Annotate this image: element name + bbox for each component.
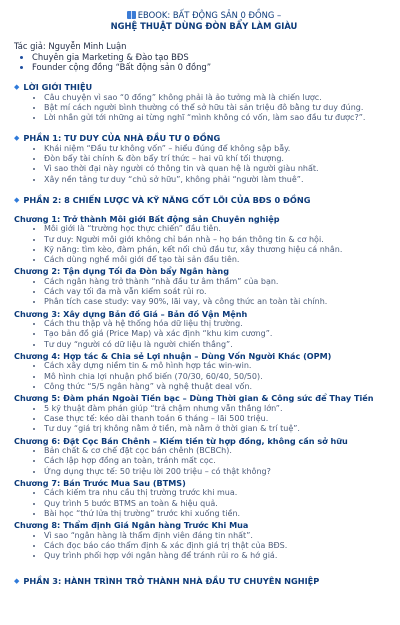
list-item: • Cách ngân hàng trở thành “nhà đầu tư âm thầm” của bạn. bbox=[44, 277, 394, 287]
diamond-icon: ◆ bbox=[14, 195, 20, 204]
list-item: • Lời nhắn gửi tới những ai từng nghĩ “mình không có vốn, làm sao đầu tư được?”. bbox=[44, 113, 394, 123]
list-item: • Mô hình chia lợi nhuận phổ biến (70/30, 60/40, 50/50). bbox=[44, 372, 394, 382]
chapter-list bbox=[14, 277, 394, 308]
author-roles bbox=[14, 52, 394, 73]
intro-heading: ◆ LỜI GIỚI THIỆU bbox=[14, 81, 93, 92]
title-line-2: NGHỆ THUẬT DÙNG ĐÒN BẨY LÀM GIÀU bbox=[110, 21, 298, 31]
list-item: • Ứng dụng thực tế: 50 triệu lời 200 triệu – có thật không? bbox=[44, 467, 394, 477]
diamond-icon: ◆ bbox=[14, 576, 20, 585]
list-item: • Công thức “5/5 ngân hàng” và nghệ thuật deal vốn. bbox=[44, 382, 394, 392]
list-item: • Đòn bẩy tài chính & đòn bẩy trí thức – hai vũ khí tối thượng. bbox=[44, 154, 394, 164]
list-item: • Quy trình 5 bước BTMS an toàn & hiệu quả. bbox=[44, 499, 394, 509]
ebook-outline bbox=[14, 10, 394, 587]
list-item: • Cách lập hợp đồng an toàn, tránh mất cọc. bbox=[44, 456, 394, 466]
chapter-title: Chương 3: Xây dựng Bản đồ Giá – Bản đồ Vận Mệnh bbox=[14, 308, 248, 319]
chapter-list bbox=[14, 224, 394, 265]
list-item: • Cách kiếm tra nhu cầu thị trường trước khi mua. bbox=[44, 488, 394, 498]
diamond-icon: ◆ bbox=[14, 82, 20, 91]
list-item: • Cách vay tối đa mà vẫn kiểm soát rủi ro. bbox=[44, 287, 394, 297]
role-item: • Chuyên gia Marketing & Đào tạo BĐS bbox=[32, 52, 394, 63]
list-item: • Tạo bản đồ giá (Price Map) và xác định “khu kim cương”. bbox=[44, 329, 394, 339]
chapter-4 bbox=[14, 351, 394, 392]
list-item: • Bài học “thứ lửa thị trường” trước khi xuống tiền. bbox=[44, 509, 394, 519]
chapter-list bbox=[14, 446, 394, 477]
list-item: • Case thực tế: kéo dài thanh toán 6 tháng – lãi 500 triệu. bbox=[44, 414, 394, 424]
chapter-title: Chương 6: Đặt Cọc Bán Chênh – Kiếm tiền từ hợp đồng, không cần sở hữu bbox=[14, 435, 348, 446]
list-item: • Cách dùng nghề môi giới để tạo tài sản đầu tiên. bbox=[44, 255, 394, 265]
chapter-title: Chương 7: Bán Trước Mua Sau (BTMS) bbox=[14, 477, 186, 488]
list-item: • Vì sao “ngân hàng là thẩm định viên đáng tin nhất”. bbox=[44, 531, 394, 541]
role-item: • Founder cộng đồng “Bất động sản 0 đồng” bbox=[32, 62, 394, 73]
chapter-title: Chương 2: Tận dụng Tối đa Đòn bẩy Ngân hàng bbox=[14, 266, 229, 277]
list-item: • Vì sao thời đại này người có thông tin và quan hệ là người giàu nhất. bbox=[44, 164, 394, 174]
part3-heading: ◆ PHẦN 3: HÀNH TRÌNH TRỞ THÀNH NHÀ ĐẦU TƯ CHUYÊN NGHIỆP bbox=[14, 575, 320, 586]
list-item: • Bật mí cách người bình thường có thể sở hữu tài sản triệu đô bằng tư duy đúng. bbox=[44, 103, 394, 113]
book-icon bbox=[127, 11, 136, 19]
chapter-list bbox=[14, 404, 394, 435]
list-item: • 5 kỹ thuật đàm phán giúp “trả chậm nhưng vẫn thắng lớn”. bbox=[44, 404, 394, 414]
list-item: • Bản chất & cơ chế đặt cọc bán chênh (BCBCh). bbox=[44, 446, 394, 456]
author-block bbox=[14, 41, 394, 73]
chapter-1 bbox=[14, 214, 394, 266]
chapter-list bbox=[14, 361, 394, 392]
author: Tác giả: Nguyễn Minh Luận bbox=[14, 41, 127, 51]
part1-list bbox=[14, 144, 394, 185]
list-item: • Quy trình phối hợp với ngân hàng để tránh rủi ro & hớ giá. bbox=[44, 551, 394, 561]
title-line-1 bbox=[14, 10, 394, 21]
list-item: • Môi giới là “trường học thực chiến” đầu tiên. bbox=[44, 224, 394, 234]
list-item: • Kỹ năng: tìm kèo, đàm phán, kết nối chủ đầu tư, xây thương hiệu cá nhân. bbox=[44, 245, 394, 255]
chapter-8 bbox=[14, 520, 394, 561]
chapter-title: Chương 5: Đàm phán Ngoài Tiền bạc – Dùng Thời gian & Công sức để Thay Tiền bbox=[14, 393, 374, 404]
chapter-title: Chương 1: Trở thành Môi giới Bất động sản Chuyên nghiệp bbox=[14, 213, 280, 224]
chapter-5 bbox=[14, 393, 394, 434]
list-item: • Khái niệm “Đầu tư không vốn” – hiểu đúng để không sập bẫy. bbox=[44, 144, 394, 154]
list-item: • Xây nền tảng tư duy “chủ sở hữu”, không phải “người làm thuê”. bbox=[44, 175, 394, 185]
part1-heading: ◆ PHẦN 1: TƯ DUY CỦA NHÀ ĐẦU TƯ 0 ĐỒNG bbox=[14, 132, 221, 143]
part2-heading: ◆ PHẦN 2: 8 CHIẾN LƯỢC VÀ KỸ NĂNG CỐT LÕI CỦA BĐS 0 ĐỒNG bbox=[14, 194, 311, 205]
list-item: • Cách thu thập và hệ thống hóa dữ liệu thị trường. bbox=[44, 319, 394, 329]
title-text-1: EBOOK: BẤT ĐỘNG SẢN 0 ĐỒNG – bbox=[137, 10, 282, 20]
list-item: • Cách đọc báo cáo thẩm định & xác định giá trị thật của BĐS. bbox=[44, 541, 394, 551]
chapter-2 bbox=[14, 266, 394, 307]
chapter-6 bbox=[14, 436, 394, 477]
chapter-list bbox=[14, 488, 394, 519]
chapter-3 bbox=[14, 309, 394, 350]
list-item: • Phân tích case study: vay 90%, lãi vay, và công thức an toàn tài chính. bbox=[44, 297, 394, 307]
list-item: • Tư duy: Người môi giới không chỉ bán nhà – họ bán thông tin & cơ hội. bbox=[44, 235, 394, 245]
list-item: • Tư duy “giá trị không nằm ở tiền, mà nằm ở thời gian & trí tuệ”. bbox=[44, 424, 394, 434]
list-item: • Câu chuyện vì sao “0 đồng” không phải là ảo tưởng mà là chiến lược. bbox=[44, 93, 394, 103]
chapter-list bbox=[14, 319, 394, 350]
chapter-title: Chương 8: Thẩm định Giá Ngân hàng Trước Khi Mua bbox=[14, 520, 249, 531]
chapter-7 bbox=[14, 478, 394, 519]
diamond-icon: ◆ bbox=[14, 133, 20, 142]
intro-list bbox=[14, 93, 394, 124]
list-item: • Tư duy “người có dữ liệu là người chiến thắng”. bbox=[44, 340, 394, 350]
chapter-title: Chương 4: Hợp tác & Chia sẻ Lợi nhuận – Dùng Vốn Người Khác (OPM) bbox=[14, 351, 332, 362]
chapter-list bbox=[14, 531, 394, 562]
list-item: • Cách xây dựng niềm tin & mô hình hợp tác win-win. bbox=[44, 361, 394, 371]
